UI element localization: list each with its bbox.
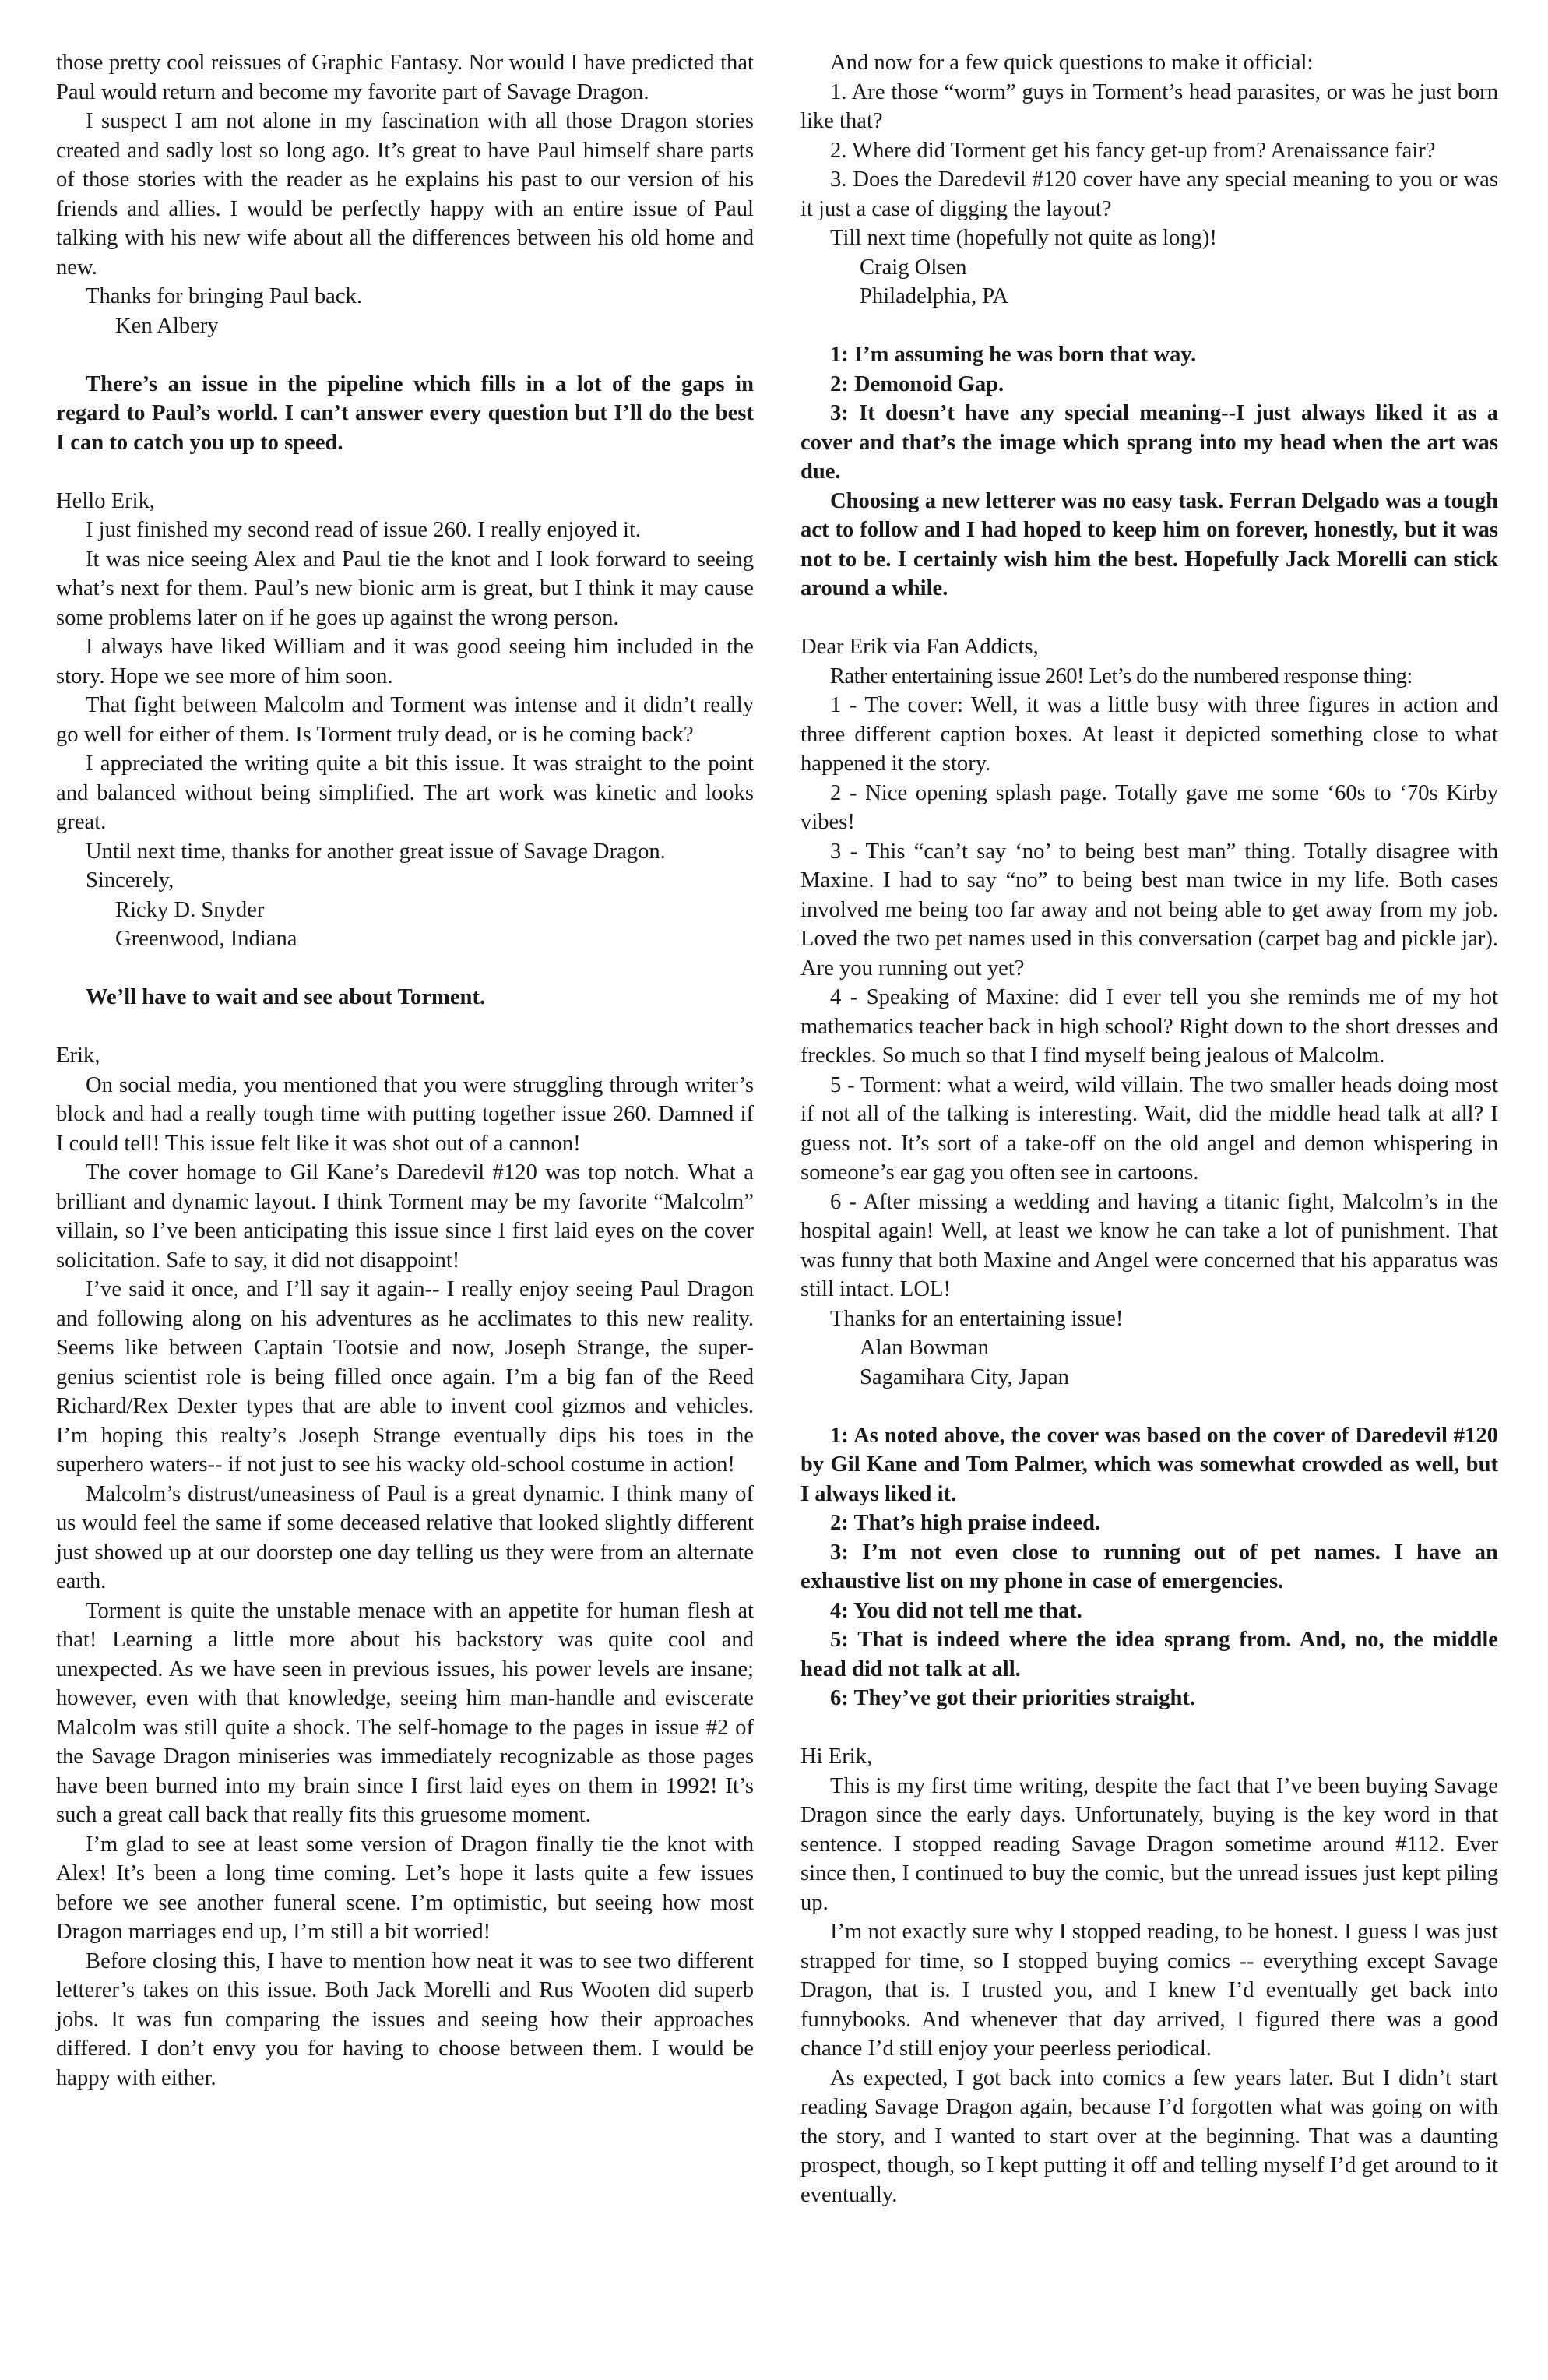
letter-paragraph: I appreciated the writing quite a bit this issue. It was straight to the point and balanced without being simplified. The art work was kinetic and looks great. (56, 752, 754, 834)
letter-paragraph: I just finished my second read of issue 260. I really enjoyed it. (86, 518, 642, 542)
letter-paragraph: I always have liked William and it was good seeing him included in the story. Hope we see more of him soon. (56, 635, 754, 688)
editor-reply: 1: I’m assuming he was born that way. (830, 343, 1197, 367)
editor-reply: 3: I’m not even close to running out of pet names. I have an exhaustive list on my phone in case of emergencies. (800, 1540, 1498, 1593)
letter-question: 3. Does the Daredevil #120 cover have any special meaning to you or was it just a case of digging the layout? (800, 167, 1498, 221)
letter-question: 2. Where did Torment get his fancy get-up from? Arenaissance fair? (830, 138, 1436, 163)
letter-paragraph: 6 - After missing a wedding and having a titanic fight, Malcolm’s in the hospital again! Well, at least we know he can take a lot of punishment. That was funny that both Maxine and Angel were concerned that his apparatus was still intact. LOL! (800, 1189, 1498, 1301)
letter-paragraph: 3 - This “can’t say ‘no’ to being best man” thing. Totally disagree with Maxine. I had to say “no” to being best man twice in my life. Both cases involved me being too far away and not being able to get away from my job. Loved the two pet names used in this conversation (carpet bag and pickle jar). Are you running out yet? (800, 839, 1498, 981)
signature-place: Philadelphia, PA (860, 284, 1009, 308)
letter-continuation: those pretty cool reissues of Graphic Fantasy. Nor would I have predicted that Paul would return and become my favorite part of Savage Dragon. (56, 51, 754, 104)
letter-greeting: Dear Erik via Fan Addicts, (800, 635, 1039, 659)
signature-name: Craig Olsen (860, 255, 967, 280)
letter-paragraph: It was nice seeing Alex and Paul tie the knot and I look forward to seeing what’s next for them. Paul’s new bionic arm is great, but I think it may cause some problems later on if he goes up against the wrong person. (56, 547, 754, 630)
editor-reply: 3: It doesn’t have any special meaning--I just always liked it as a cover and that’s the image which sprang into my head when the art was due. (800, 401, 1498, 484)
editor-reply: 6: They’ve got their priorities straight. (830, 1686, 1196, 1710)
signature-name: Alan Bowman (860, 1336, 989, 1360)
letter-paragraph: 1 - The cover: Well, it was a little busy with three figures in action and three different caption boxes. At least it depicted something close to what happened it the story. (800, 693, 1498, 776)
editor-reply: 2: That’s high praise indeed. (830, 1511, 1101, 1535)
editor-reply: 4: You did not tell me that. (830, 1598, 1082, 1623)
signature-name: Ricky D. Snyder (115, 897, 265, 922)
editor-reply: We’ll have to wait and see about Torment. (86, 985, 486, 1009)
right-column (800, 48, 1498, 2354)
letter-paragraph: 4 - Speaking of Maxine: did I ever tell you she reminds me of my hot mathematics teacher back in high school? Right down to the short dresses and freckles. So much so that I find myself being jealous of Malcolm. (800, 985, 1498, 1068)
letter-paragraph: Until next time, thanks for another great issue of Savage Dragon. (86, 839, 666, 864)
editor-reply: 5: That is indeed where the idea sprang from. And, no, the middle head did not talk at all. (800, 1628, 1498, 1681)
letter-paragraph: I’ve said it once, and I’ll say it again-- I really enjoy seeing Paul Dragon and following along on his adventures as he acclimates to this new reality. Seems like between Captain Tootsie and now, Joseph Strange, the super-genius scientist role is being filled once again. I’m a big fan of the Reed Richard/Rex Dexter types that are able to invent cool gizmos and vehicles. I’m hoping this realty’s Joseph Strange eventually dips his toes in the superhero waters-- if not just to see his wacky old-school costume in action! (56, 1277, 754, 1477)
letter-paragraph: I’m glad to see at least some version of Dragon finally tie the knot with Alex! It’s been a long time coming. Let’s hope it lasts quite a few issues before we see another funeral scene. I’m optimistic, but seeing how most Dragon marriages end up, I’m still a bit worried! (56, 1832, 754, 1944)
letter-paragraph: And now for a few quick questions to make it official: (830, 51, 1314, 75)
signature-place: Greenwood, Indiana (115, 927, 297, 951)
letter-greeting: Hello Erik, (56, 488, 156, 513)
letter-paragraph: I suspect I am not alone in my fascination with all those Dragon stories created and sadly lost so long ago. It’s great to have Paul himself share parts of those stories with the reader as he explains his past to our version of his friends and allies. I would be perfectly happy with an entire issue of Paul talking with his new wife about all the differences between his old home and new. (56, 109, 754, 280)
letter-paragraph: I’m not exactly sure why I stopped reading, to be honest. I guess I was just strapped for time, so I stopped buying comics -- everything except Savage Dragon, that is. I trusted you, and I knew I’d eventually get back into funnybooks. And whenever that day arrived, I figured there was a good chance I’d still enjoy your peerless periodical. (800, 1920, 1498, 2061)
letters-page (56, 48, 1498, 2354)
letter-closing: Thanks for an entertaining issue! (830, 1306, 1124, 1331)
letter-paragraph: This is my first time writing, despite the fact that I’ve been buying Savage Dragon since the early days. Unfortunately, buying is the key word in that sentence. I stopped reading Savage Dragon sometime around #112. Ever since then, I continued to buy the comic, but the unread issues just kept piling up. (800, 1773, 1498, 1915)
editor-reply: 2: Demonoid Gap. (830, 371, 1004, 396)
letter-paragraph: Torment is quite the unstable menace with an appetite for human flesh at that! Learning a little more about his backstory was quite cool and unexpected. As we have seen in previous issues, his power levels are insane; however, even with that knowledge, seeing him man-handle and eviscerate Malcolm was still quite a shock. The self-homage to the pages in issue #2 of the Savage Dragon miniseries was immediately recognizable as those pages have been burned into my brain since I first laid eyes on them in 1992! It’s such a great call back that really fits this gruesome moment. (56, 1598, 754, 1827)
letter-question: 1. Are those “worm” guys in Torment’s head parasites, or was he just born like that? (800, 79, 1498, 133)
letter-paragraph: The cover homage to Gil Kane’s Daredevil #120 was top notch. What a brilliant and dynamic layout. I think Torment may be my favorite “Malcolm” villain, so I’ve been anticipating this issue since I first laid eyes on the cover solicitation. Safe to say, it did not disappoint! (56, 1160, 754, 1273)
letter-paragraph: 5 - Torment: what a weird, wild villain. The two smaller heads doing most if not all of the talking is interesting. Wait, did the middle head talk at all? I guess not. It’s sort of a take-off on the old angel and demon whispering in someone’s ear gag you often see in cartoons. (800, 1072, 1498, 1185)
letter-paragraph: Malcolm’s distrust/uneasiness of Paul is a great dynamic. I think many of us would feel the same if some deceased relative that looked slightly different just showed up at our doorstep one day telling us they were from an alternate earth. (56, 1481, 754, 1593)
letter-greeting: Erik, (56, 1044, 100, 1068)
editor-reply: Choosing a new letterer was no easy task. Ferran Delgado was a tough act to follow and I had hoped to keep him on forever, honestly, but it was not to be. I certainly wish him the best. Hopefully Jack Morelli can stick around a while. (800, 488, 1498, 600)
letter-greeting: Hi Erik, (800, 1745, 873, 1769)
letter-paragraph: Thanks for bringing Paul back. (86, 284, 362, 308)
letter-closing: Till next time (hopefully not quite as long)! (830, 226, 1217, 250)
signature-place: Sagamihara City, Japan (860, 1364, 1069, 1389)
letter-paragraph: On social media, you mentioned that you were struggling through writer’s block and had a really tough time with putting together issue 260. Damned if I could tell! This issue felt like it was shot out of a cannon! (56, 1072, 754, 1156)
left-column (56, 48, 754, 2354)
letter-paragraph: 2 - Nice opening splash page. Totally gave me some ‘60s to ‘70s Kirby vibes! (800, 780, 1498, 834)
letter-paragraph: Before closing this, I have to mention how neat it was to see two different letterer’s takes on this issue. Both Jack Morelli and Rus Wooten did superb jobs. It was fun comparing the issues and seeing how their approaches differed. I don’t envy you for having to choose between them. I would be happy with either. (56, 1949, 754, 2090)
editor-reply: There’s an issue in the pipeline which fills in a lot of the gaps in regard to Paul’s world. I can’t answer every question but I’ll do the best I can to catch you up to speed. (56, 371, 754, 455)
signature-name: Ken Albery (115, 313, 219, 338)
letter-paragraph: Rather entertaining issue 260! Let’s do the numbered response thing: (830, 664, 1413, 688)
editor-reply: 1: As noted above, the cover was based on the cover of Daredevil #120 by Gil Kane and Tom Palmer, which was somewhat crowded as well, but I always liked it. (800, 1423, 1498, 1506)
letter-paragraph: As expected, I got back into comics a few years later. But I didn’t start reading Savage Dragon again, because I’d forgotten what was going on with the story, and I wanted to start over at the beginning. That was a daunting prospect, though, so I kept putting it off and telling myself I’d get around to it eventually. (800, 2065, 1498, 2207)
letter-closing: Sincerely, (86, 868, 174, 892)
letter-paragraph: That fight between Malcolm and Torment was intense and it didn’t really go well for either of them. Is Torment truly dead, or is he coming back? (56, 693, 754, 747)
